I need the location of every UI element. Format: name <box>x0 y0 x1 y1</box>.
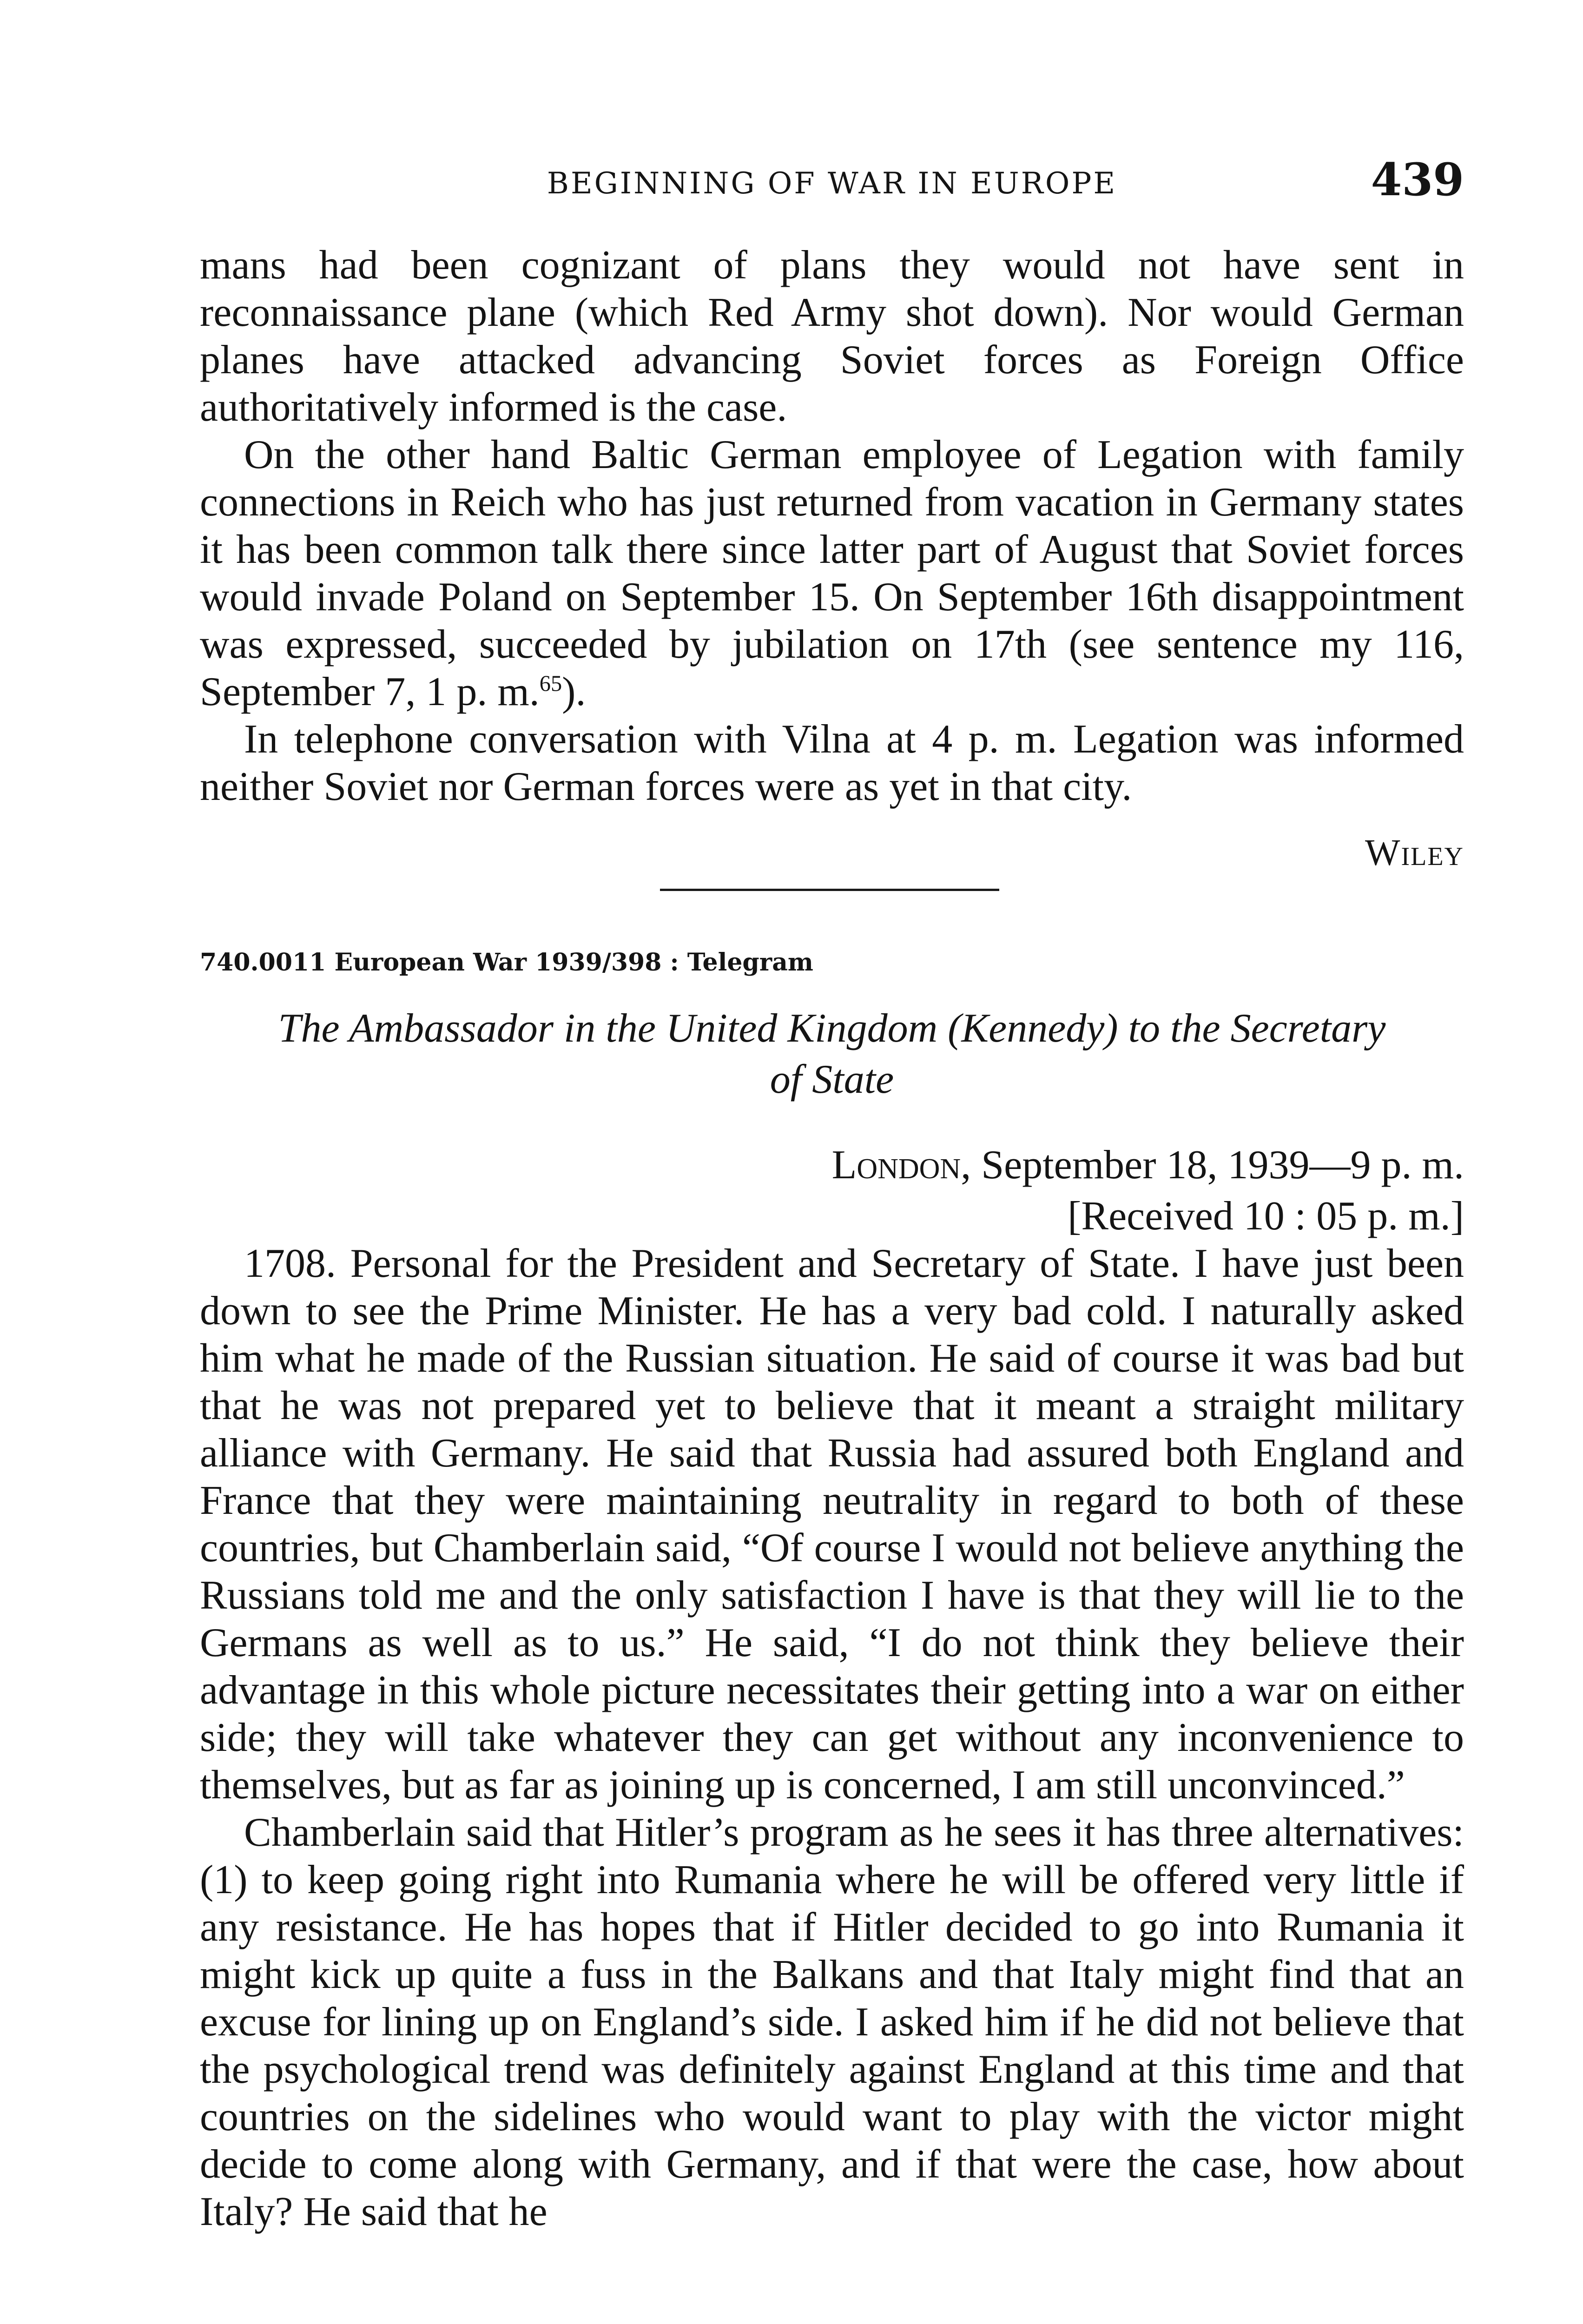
paragraph-text: On the other hand Baltic German employee of Legation with family connections in Reich who has just returned from vacation in Germany states it has been common talk there since latter part of August that Soviet forces would invade Poland on September 15. On September 16th disappointment was expressed, succeeded by jubilation on 17th (see sentence my 116, September 7, 1 p. m. <box>200 432 1464 714</box>
dateline-received: [Received 10 : 05 p. m.] <box>1068 1194 1464 1239</box>
footnote-reference: 65 <box>539 671 562 696</box>
document-title <box>200 1003 1464 1105</box>
signature: Wiley <box>1365 832 1464 873</box>
dateline <box>832 1140 1464 1242</box>
file-reference: 740.0011 European War 1939/398 : Telegram <box>200 948 813 977</box>
title-line: of State <box>770 1057 894 1102</box>
dateline-date: , September 18, 1939—9 p. m. <box>961 1142 1464 1188</box>
paragraph <box>200 431 1464 716</box>
telegram-body <box>200 1240 1464 2236</box>
page-header <box>200 153 1464 209</box>
title-line: The Ambassador in the United Kingdom (Kennedy) to the Secretary <box>278 1006 1386 1051</box>
running-head: BEGINNING OF WAR IN EUROPE <box>547 166 1117 201</box>
dateline-sent <box>832 1140 1464 1191</box>
page-number: 439 <box>1371 153 1464 206</box>
dateline-place: London <box>831 1142 961 1188</box>
section-divider <box>660 889 999 891</box>
paragraph: Chamberlain said that Hitler’s program as he sees it has three alternatives: (1) to keep going right into Rumania where he will be offered very little if any resistance. He has hopes that if Hitler decided to go into Rumania it might kick up quite a fuss in the Balkans and that Italy might find that an excuse for lining up on England’s side. I asked him if he did not believe that the psychological trend was definitely against England at this time and that countries on the sidelines who would want to play with the victor might decide to come along with Germany, and if that were the case, how about Italy? He said that he <box>200 1810 1464 2234</box>
paragraph-tail: ). <box>562 669 586 714</box>
paragraph: mans had been cognizant of plans they would not have sent in reconnaissance plane (which Red Army shot down). Nor would German planes have attacked advancing Soviet forces as Foreign Office authoritatively informed is the case. <box>200 243 1464 430</box>
paragraph: In telephone conversation with Vilna at 4 p. m. Legation was informed neither Soviet nor German forces were as yet in that city. <box>200 717 1464 809</box>
paragraph: 1708. Personal for the President and Secretary of State. I have just been down to see the Prime Minister. He has a very bad cold. I naturally asked him what he made of the Russian situation. He said of course it was bad but that he was not prepared yet to believe that it meant a straight military alliance with Germany. He said that Russia had assured both England and France that they were maintaining neutrality in regard to both of these countries, but Chamberlain said, “Of course I would not believe anything the Russians told me and the only satisfaction I have is that they will lie to the Germans as well as to us.” He said, “I do not think they believe their advantage in this whole picture necessitates their getting into a war on either side; they will take whatever they can get without any inconvenience to themselves, but as far as joining up is concerned, I am still unconvinced.” <box>200 1241 1464 1808</box>
telegram-continuation <box>200 242 1464 811</box>
